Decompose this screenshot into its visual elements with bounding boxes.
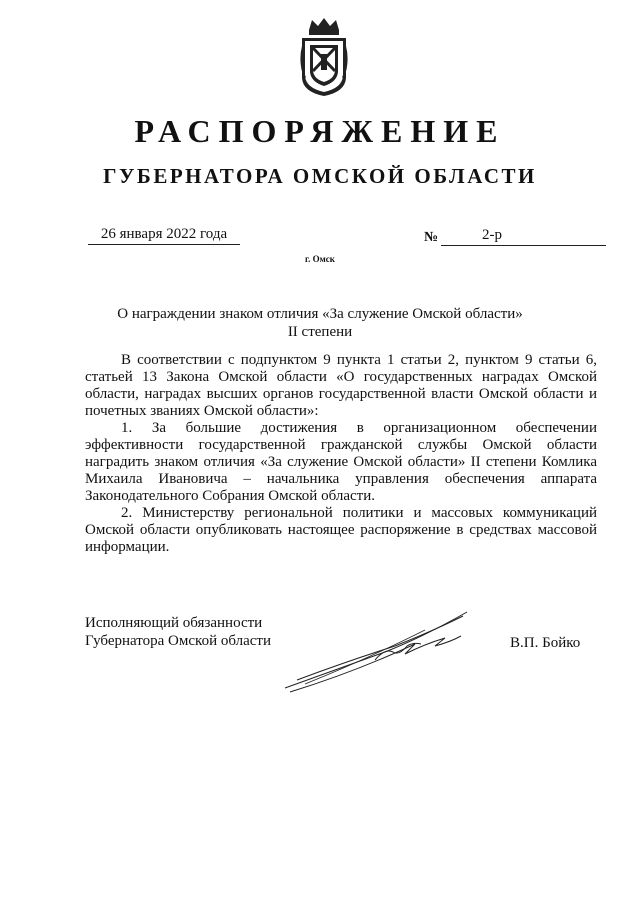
number-underline: [441, 228, 606, 246]
document-number: 2-р: [482, 227, 502, 243]
signatory-role-line-1: Исполняющий обязанности: [85, 615, 263, 631]
document-subtitle: ГУБЕРНАТОРА ОМСКОЙ ОБЛАСТИ: [103, 164, 537, 188]
document-date: 26 января 2022 года: [88, 224, 240, 245]
document-body: [85, 352, 597, 556]
signatory-role: [85, 614, 271, 650]
subject-line-1: О награждении знаком отличия «За служение Омской области»: [117, 306, 523, 322]
body-item-2: 2. Министерству региональной политики и массовых коммуникаций Омской области опубликовать настоящее распоряжение в средствах массовой информации.: [85, 505, 597, 555]
document-city: г. Омск: [305, 254, 335, 264]
subject-line-2: II степени: [287, 324, 353, 340]
body-preamble: В соответствии с подпунктом 9 пункта 1 статьи 2, пунктом 9 статьи 6, статьей 13 Закона Омской области «О государственных наградах Омской области, наградах высших органов государственной власти Омской области и почетных званиях Омской области»:: [85, 352, 597, 419]
document-title: РАСПОРЯЖЕНИЕ: [134, 113, 506, 149]
document-subject: [80, 305, 560, 341]
handwritten-signature-icon: [275, 600, 475, 700]
omsk-coat-of-arms-icon: [299, 16, 349, 98]
body-item-1: 1. За большие достижения в организационном обеспечении эффективности государственной гражданской службы Омской области наградить знаком отличия «За служение Омской области» II степени Комлика Михаила Ивановича – начальника управления обеспечения аппарата Законодательного Собрания Омской области.: [85, 420, 597, 504]
signatory-role-line-2: Губернатора Омской области: [85, 633, 271, 649]
signatory-name: В.П. Бойко: [510, 635, 581, 651]
number-label: №: [424, 230, 439, 245]
